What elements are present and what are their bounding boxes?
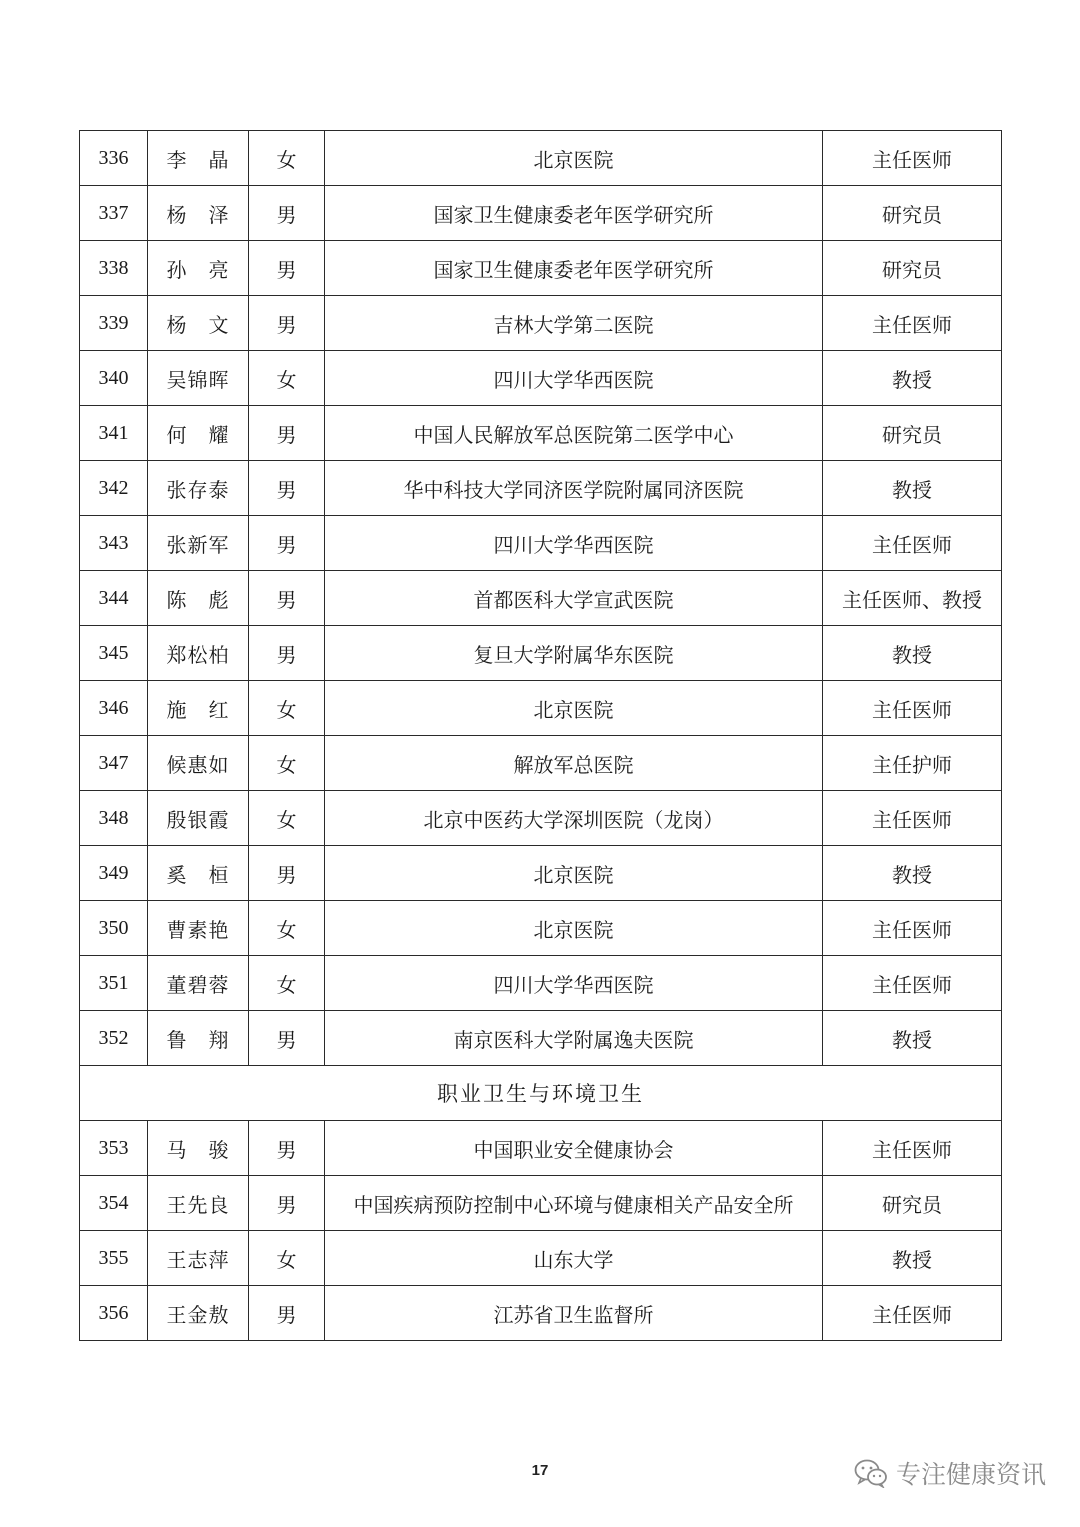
table-row [80,1286,1002,1341]
table-row [80,901,1002,956]
row-number-cell: 339 [80,296,148,351]
title-cell: 主任医师 [823,901,1002,956]
table-row [80,846,1002,901]
unit-cell: 四川大学华西医院 [325,351,823,406]
title-cell: 教授 [823,1231,1002,1286]
row-number-cell: 338 [80,241,148,296]
name-cell: 王先良 [148,1176,249,1231]
table-row [80,1011,1002,1066]
name-cell: 杨 泽 [148,186,249,241]
table-row [80,1121,1002,1176]
gender-cell: 女 [249,956,325,1011]
gender-cell: 男 [249,1011,325,1066]
table-row [80,296,1002,351]
roster-body [80,131,1002,1341]
gender-cell: 男 [249,406,325,461]
table-row [80,461,1002,516]
table-row [80,186,1002,241]
table-row [80,956,1002,1011]
name-cell: 吴锦晖 [148,351,249,406]
row-number-cell: 356 [80,1286,148,1341]
gender-cell: 女 [249,736,325,791]
row-number-cell: 354 [80,1176,148,1231]
table-row [80,516,1002,571]
wechat-icon [854,1458,888,1488]
row-number-cell: 341 [80,406,148,461]
row-number-cell: 345 [80,626,148,681]
table-row [80,681,1002,736]
watermark [854,1455,1046,1491]
name-cell: 何 耀 [148,406,249,461]
title-cell: 主任医师 [823,681,1002,736]
name-cell: 殷银霞 [148,791,249,846]
unit-cell: 北京医院 [325,681,823,736]
unit-cell: 北京医院 [325,846,823,901]
unit-cell: 华中科技大学同济医学院附属同济医院 [325,461,823,516]
name-cell: 施 红 [148,681,249,736]
table-row [80,1231,1002,1286]
title-cell: 主任医师 [823,516,1002,571]
title-cell: 主任医师 [823,1121,1002,1176]
gender-cell: 男 [249,1121,325,1176]
gender-cell: 女 [249,131,325,186]
row-number-cell: 342 [80,461,148,516]
title-cell: 教授 [823,846,1002,901]
title-cell: 主任医师 [823,1286,1002,1341]
title-cell: 研究员 [823,406,1002,461]
row-number-cell: 351 [80,956,148,1011]
row-number-cell: 337 [80,186,148,241]
name-cell: 陈 彪 [148,571,249,626]
gender-cell: 男 [249,1176,325,1231]
title-cell: 主任医师 [823,296,1002,351]
gender-cell: 男 [249,516,325,571]
name-cell: 曹素艳 [148,901,249,956]
name-cell: 孙 亮 [148,241,249,296]
unit-cell: 中国疾病预防控制中心环境与健康相关产品安全所 [325,1176,823,1231]
row-number-cell: 347 [80,736,148,791]
gender-cell: 女 [249,1231,325,1286]
unit-cell: 复旦大学附属华东医院 [325,626,823,681]
title-cell: 主任医师 [823,131,1002,186]
gender-cell: 女 [249,681,325,736]
title-cell: 研究员 [823,186,1002,241]
unit-cell: 北京医院 [325,901,823,956]
row-number-cell: 349 [80,846,148,901]
name-cell: 郑松柏 [148,626,249,681]
row-number-cell: 348 [80,791,148,846]
gender-cell: 女 [249,351,325,406]
row-number-cell: 346 [80,681,148,736]
section-header: 职业卫生与环境卫生 [80,1066,1002,1121]
table-row [80,1176,1002,1231]
title-cell: 研究员 [823,1176,1002,1231]
table-row [80,351,1002,406]
unit-cell: 南京医科大学附属逸夫医院 [325,1011,823,1066]
unit-cell: 解放军总医院 [325,736,823,791]
unit-cell: 国家卫生健康委老年医学研究所 [325,186,823,241]
unit-cell: 山东大学 [325,1231,823,1286]
title-cell: 主任护师 [823,736,1002,791]
name-cell: 王金敖 [148,1286,249,1341]
unit-cell: 四川大学华西医院 [325,516,823,571]
gender-cell: 女 [249,901,325,956]
gender-cell: 男 [249,296,325,351]
unit-cell: 吉林大学第二医院 [325,296,823,351]
row-number-cell: 344 [80,571,148,626]
name-cell: 王志萍 [148,1231,249,1286]
page-number: 17 [531,1462,549,1479]
row-number-cell: 353 [80,1121,148,1176]
section-header-row [80,1066,1002,1121]
table-row [80,406,1002,461]
unit-cell: 江苏省卫生监督所 [325,1286,823,1341]
title-cell: 教授 [823,461,1002,516]
table-row [80,131,1002,186]
unit-cell: 国家卫生健康委老年医学研究所 [325,241,823,296]
title-cell: 主任医师、教授 [823,571,1002,626]
unit-cell: 北京中医药大学深圳医院（龙岗） [325,791,823,846]
row-number-cell: 343 [80,516,148,571]
gender-cell: 女 [249,791,325,846]
name-cell: 马 骏 [148,1121,249,1176]
gender-cell: 男 [249,241,325,296]
watermark-text: 专注健康资讯 [895,1460,1046,1489]
unit-cell: 中国职业安全健康协会 [325,1121,823,1176]
table-row [80,736,1002,791]
unit-cell: 首都医科大学宣武医院 [325,571,823,626]
name-cell: 候惠如 [148,736,249,791]
table-row [80,626,1002,681]
unit-cell: 四川大学华西医院 [325,956,823,1011]
name-cell: 奚 桓 [148,846,249,901]
name-cell: 董碧蓉 [148,956,249,1011]
gender-cell: 男 [249,846,325,901]
unit-cell: 中国人民解放军总医院第二医学中心 [325,406,823,461]
roster-table [79,130,1002,1341]
name-cell: 张新军 [148,516,249,571]
name-cell: 张存泰 [148,461,249,516]
gender-cell: 男 [249,1286,325,1341]
row-number-cell: 336 [80,131,148,186]
row-number-cell: 340 [80,351,148,406]
gender-cell: 男 [249,571,325,626]
gender-cell: 男 [249,186,325,241]
row-number-cell: 352 [80,1011,148,1066]
row-number-cell: 350 [80,901,148,956]
table-row [80,791,1002,846]
table-row [80,571,1002,626]
title-cell: 研究员 [823,241,1002,296]
title-cell: 教授 [823,351,1002,406]
row-number-cell: 355 [80,1231,148,1286]
gender-cell: 男 [249,626,325,681]
title-cell: 教授 [823,626,1002,681]
gender-cell: 男 [249,461,325,516]
unit-cell: 北京医院 [325,131,823,186]
name-cell: 鲁 翔 [148,1011,249,1066]
title-cell: 主任医师 [823,956,1002,1011]
name-cell: 李 晶 [148,131,249,186]
table-row [80,241,1002,296]
title-cell: 教授 [823,1011,1002,1066]
name-cell: 杨 文 [148,296,249,351]
title-cell: 主任医师 [823,791,1002,846]
